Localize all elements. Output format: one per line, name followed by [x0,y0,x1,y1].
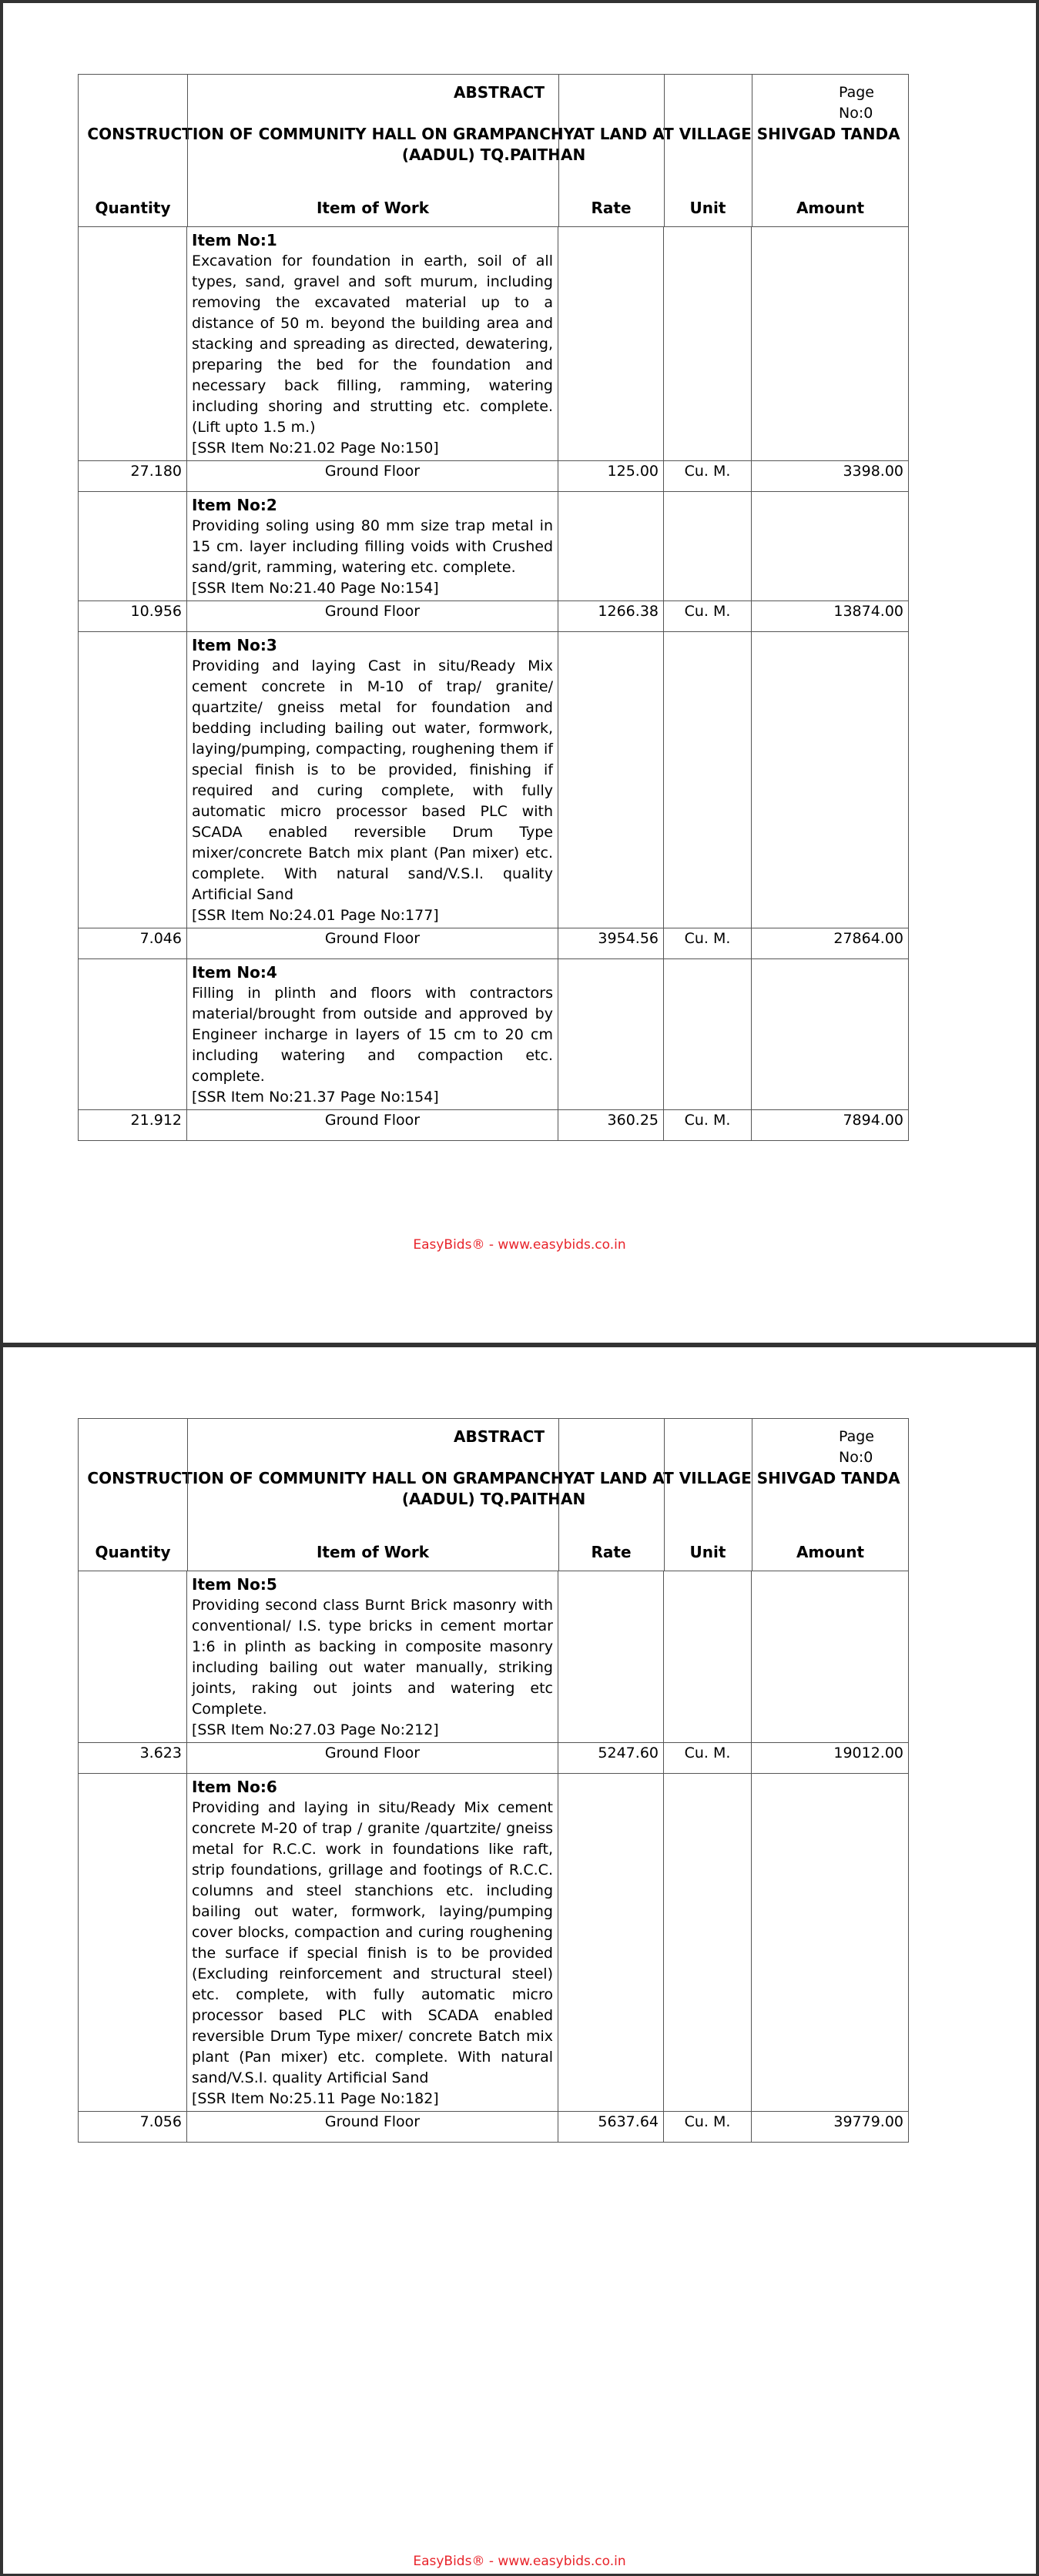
column-header-amount: Amount [796,199,865,217]
item-text: Providing and laying in situ/Ready Mix cement concrete M-20 of trap / granite /quartzite/ gneiss metal for R.C.C. work in foundations like raft, strip foundations, grillage and footings of R.C.C. columns and steel stanchions etc. including bailing out water, formwork, laying/pumping cover blocks, compaction and curing roughening the surface if special finish is to be provided (Excluding reinforcement and structural steel) etc. complete, with fully automatic micro processor based PLC with SCADA enabled reversible Drum Type mixer/ concrete Batch mix plant (Pan mixer) etc. complete. With natural sand/V.S.I. quality Artificial Sand [192,1799,553,2086]
unit-value: Cu. M. [664,2112,752,2143]
table-header [79,75,909,227]
item-description [187,1774,558,2112]
column-header-quantity: Quantity [95,1543,171,1561]
abstract-label: ABSTRACT [454,1427,545,1446]
ssr-reference: [SSR Item No:27.03 Page No:212] [192,1721,439,1738]
rate-value: 360.25 [558,1110,664,1141]
project-title: CONSTRUCTION OF COMMUNITY HALL ON GRAMPANCHYAT LAND AT VILLAGE SHIVGAD TANDA (AADUL) TQ.PAITHAN [87,1469,900,1508]
document-page-2 [0,1343,1039,2576]
amount-value: 13874.00 [752,601,909,632]
column-header-amount: Amount [796,1543,865,1561]
location-label: Ground Floor [187,2112,558,2143]
ssr-reference: [SSR Item No:24.01 Page No:177] [192,907,439,924]
item-description-row [79,1774,909,2112]
column-headers [79,1542,909,1565]
location-label: Ground Floor [187,1743,558,1774]
quantity-value: 7.046 [79,928,187,959]
ssr-reference: [SSR Item No:21.02 Page No:150] [192,440,439,457]
quantity-value: 21.912 [79,1110,187,1141]
quantity-value: 7.056 [79,2112,187,2143]
rate-value: 3954.56 [558,928,664,959]
quantity-value: 10.956 [79,601,187,632]
column-header-rate: Rate [591,199,632,217]
page-number: Page No:0 [839,1428,874,1466]
location-label: Ground Floor [187,928,558,959]
item-number: Item No:1 [192,231,277,249]
item-description [187,632,558,928]
abstract-sheet [78,1418,908,2143]
quantity-value: 27.180 [79,461,187,492]
amount-value: 7894.00 [752,1110,909,1141]
page-number: Page No:0 [839,84,874,122]
column-headers [79,198,909,221]
ssr-reference: [SSR Item No:25.11 Page No:182] [192,2090,439,2107]
item-number: Item No:3 [192,636,277,654]
rate-value: 5247.60 [558,1743,664,1774]
footer-watermark: EasyBids® - www.easybids.co.in [413,2554,626,2569]
rate-value: 1266.38 [558,601,664,632]
abstract-table [78,74,909,1141]
ssr-reference: [SSR Item No:21.37 Page No:154] [192,1089,439,1106]
rate-value: 125.00 [558,461,664,492]
unit-value: Cu. M. [664,601,752,632]
item-text: Providing soling using 80 mm size trap metal in 15 cm. layer including filling voids with Crushed sand/grit, ramming, watering etc. complete. [192,517,553,576]
item-text: Providing second class Burnt Brick masonry with conventional/ I.S. type bricks in cement mortar 1:6 in plinth as backing in composite masonry including bailing out water manually, striking joints, raking out joints and watering etc Complete. [192,1597,553,1718]
item-description-row [79,1571,909,1743]
unit-value: Cu. M. [664,1743,752,1774]
item-text: Providing and laying Cast in situ/Ready Mix cement concrete in M-10 of trap/ granite/ quartzite/ gneiss metal for foundation and bedding including bailing out water, formwork, laying/pumping, compacting, roughening them if special finish is to be provided, finishing if required and curing complete, with fully automatic micro processor based PLC with SCADA enabled reversible Drum Type mixer/concrete Batch mix plant (Pan mixer) etc. complete. With natural sand/V.S.I. quality Artificial Sand [192,657,553,903]
item-description [187,959,558,1110]
item-description [187,227,558,461]
table-header [79,1419,909,1571]
footer-watermark: EasyBids® - www.easybids.co.in [413,1237,626,1253]
item-number: Item No:4 [192,963,277,982]
location-label: Ground Floor [187,1110,558,1141]
item-number: Item No:2 [192,496,277,514]
column-header-item-of-work: Item of Work [316,199,430,217]
column-header-item-of-work: Item of Work [316,1543,430,1561]
unit-value: Cu. M. [664,461,752,492]
unit-value: Cu. M. [664,1110,752,1141]
rate-value: 5637.64 [558,2112,664,2143]
item-measurement-row [79,1743,909,1774]
item-description-row [79,492,909,601]
amount-value: 19012.00 [752,1743,909,1774]
item-description [187,492,558,601]
quantity-value: 3.623 [79,1743,187,1774]
item-measurement-row [79,928,909,959]
column-header-unit: Unit [689,199,726,217]
item-description-row [79,227,909,461]
item-description [187,1571,558,1743]
item-text: Filling in plinth and floors with contractors material/brought from outside and approved by Engineer incharge in layers of 15 cm to 20 cm including watering and compaction etc. complete. [192,985,553,1085]
project-title: CONSTRUCTION OF COMMUNITY HALL ON GRAMPANCHYAT LAND AT VILLAGE SHIVGAD TANDA (AADUL) TQ.PAITHAN [87,125,900,164]
abstract-table [78,1418,909,2143]
ssr-reference: [SSR Item No:21.40 Page No:154] [192,580,439,597]
column-header-unit: Unit [689,1543,726,1561]
location-label: Ground Floor [187,461,558,492]
item-measurement-row [79,461,909,492]
item-description-row [79,959,909,1110]
item-description-row [79,632,909,928]
item-text: Excavation for foundation in earth, soil of all types, sand, gravel and soft murum, including removing the excavated material up to a distance of 50 m. beyond the building area and stacking and spreading as directed, dewatering, preparing the bed for the foundation and necessary back filling, ramming, watering including shoring and strutting etc. complete. (Lift upto 1.5 m.) [192,253,553,436]
amount-value: 27864.00 [752,928,909,959]
item-measurement-row [79,2112,909,2143]
item-number: Item No:5 [192,1575,277,1594]
item-measurement-row [79,1110,909,1141]
unit-value: Cu. M. [664,928,752,959]
item-measurement-row [79,601,909,632]
abstract-sheet [78,74,908,1141]
column-header-rate: Rate [591,1543,632,1561]
location-label: Ground Floor [187,601,558,632]
abstract-label: ABSTRACT [454,83,545,102]
column-header-quantity: Quantity [95,199,171,217]
item-number: Item No:6 [192,1778,277,1796]
amount-value: 3398.00 [752,461,909,492]
amount-value: 39779.00 [752,2112,909,2143]
